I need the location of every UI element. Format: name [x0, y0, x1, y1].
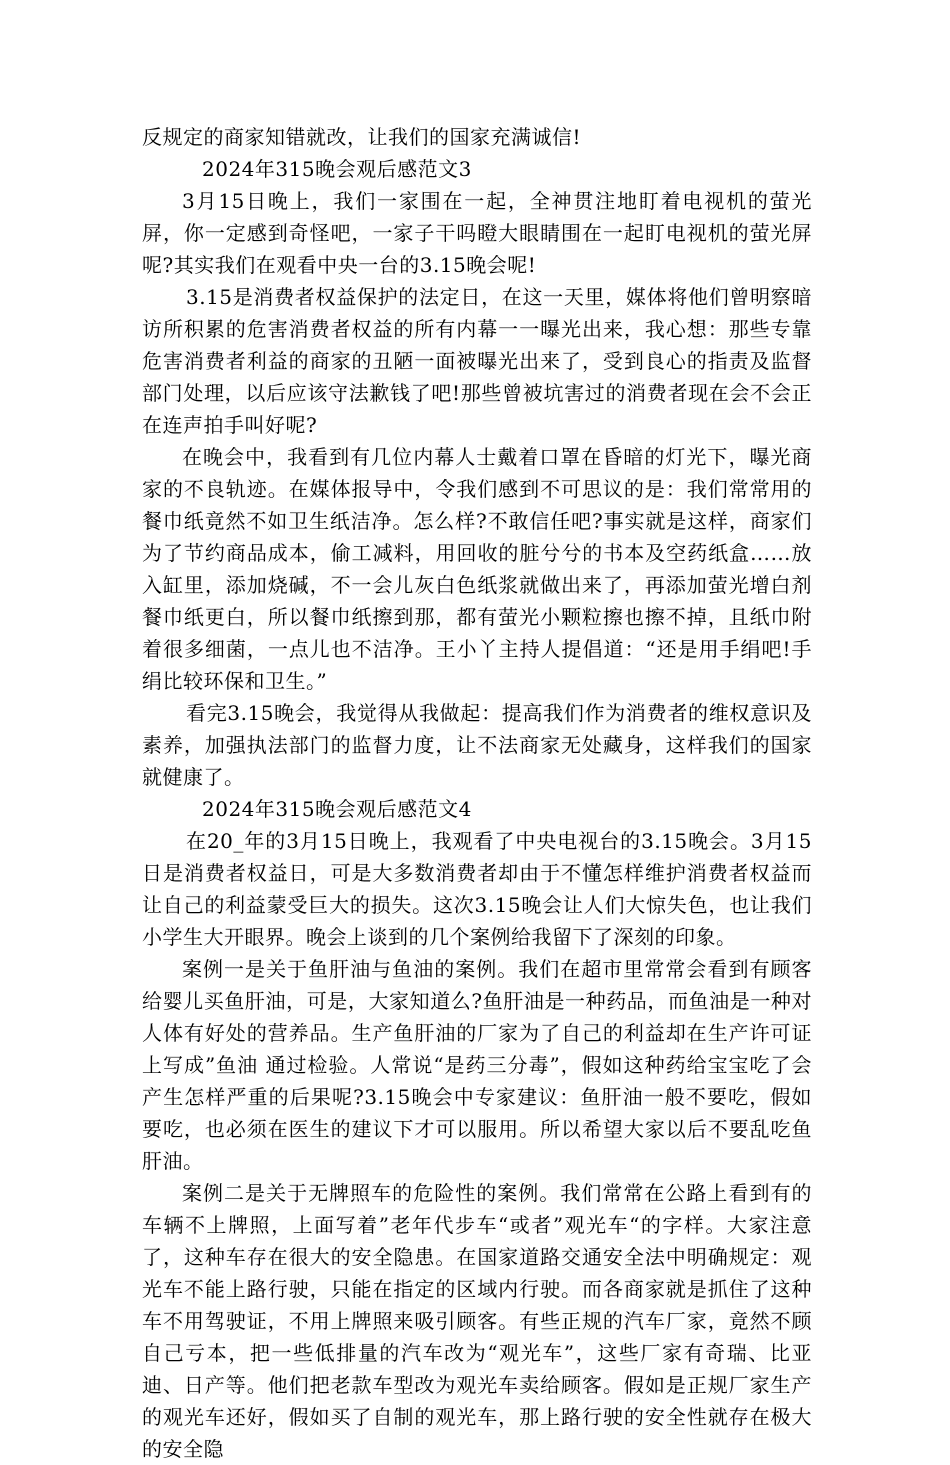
- paragraph: 在晚会中，我看到有几位内幕人士戴着口罩在昏暗的灯光下，曝光商家的不良轨迹。在媒体报导中，令我们感到不可思议的是：我们常常用的餐巾纸竟然不如卫生纸洁净。怎么样?不敢信任吧?事实就是这样，商家们为了节约商品成本，偷工减料，用回收的脏兮兮的书本及空药纸盒……放入缸里，添加烧碱，不一会儿灰白色纸浆就做出来了，再添加萤光增白剂餐巾纸更白，所以餐巾纸擦到那，都有萤光小颗粒擦也擦不掉，且纸巾附着很多细菌，一点儿也不洁净。王小丫主持人提倡道：“还是用手绢吧!手绢比较环保和卫生。”: [142, 445, 812, 693]
- paragraph: 案例一是关于鱼肝油与鱼油的案例。我们在超市里常常会看到有顾客给婴儿买鱼肝油，可是，大家知道么?鱼肝油是一种药品，而鱼油是一种对人体有好处的营养品。生产鱼肝油的厂家为了自己的利益却在生产许可证上写成”鱼油 通过检验。人常说“是药三分毒”，假如这种药给宝宝吃了会产生怎样严重的后果呢?3.15晚会中专家建议：鱼肝油一般不要吃，假如要吃，也必须在医生的建议下才可以服用。所以希望大家以后不要乱吃鱼肝油。: [142, 957, 812, 1173]
- paragraph-continuation: 反规定的商家知错就改，让我们的国家充满诚信!: [142, 125, 582, 149]
- section-heading-4: 2024年315晚会观后感范文4: [202, 797, 472, 821]
- paragraph: 看完3.15晚会，我觉得从我做起：提高我们作为消费者的维权意识及素养，加强执法部门的监督力度，让不法商家无处藏身，这样我们的国家就健康了。: [142, 701, 812, 789]
- paragraph: 在20_年的3月15日晚上，我观看了中央电视台的3.15晚会。3月15日是消费者权益日，可是大多数消费者却由于不懂怎样维护消费者权益而让自己的利益蒙受巨大的损失。这次3.15晚会让人们大惊失色，也让我们小学生大开眼界。晚会上谈到的几个案例给我留下了深刻的印象。: [142, 829, 812, 949]
- paragraph: 3.15是消费者权益保护的法定日，在这一天里，媒体将他们曾明察暗访所积累的危害消费者权益的所有内幕一一曝光出来，我心想：那些专靠危害消费者利益的商家的丑陋一面被曝光出来了，受到良心的指责及监督部门处理，以后应该守法歉钱了吧!那些曾被坑害过的消费者现在会不会正在连声拍手叫好呢?: [142, 285, 812, 437]
- paragraph: 3月15日晚上，我们一家围在一起，全神贯注地盯着电视机的萤光屏，你一定感到奇怪吧，一家子干吗瞪大眼睛围在一起盯电视机的萤光屏呢?其实我们在观看中央一台的3.15晚会呢!: [142, 189, 812, 277]
- paragraph: 案例二是关于无牌照车的危险性的案例。我们常常在公路上看到有的车辆不上牌照，上面写着”老年代步车“或者”观光车“的字样。大家注意了，这种车存在很大的安全隐患。在国家道路交通安全法中明确规定：观光车不能上路行驶，只能在指定的区域内行驶。而各商家就是抓住了这种车不用驾驶证，不用上牌照来吸引顾客。有些正规的汽车厂家，竟然不顾自己亏本，把一些低排量的汽车改为“观光车”，这些厂家有奇瑞、比亚迪、日产等。他们把老款车型改为观光车卖给顾客。假如是正规厂家生产的观光车还好，假如买了自制的观光车，那上路行驶的安全性就存在极大的安全隐: [142, 1181, 812, 1461]
- document-body: [142, 121, 812, 1465]
- section-heading-3: 2024年315晚会观后感范文3: [202, 157, 472, 181]
